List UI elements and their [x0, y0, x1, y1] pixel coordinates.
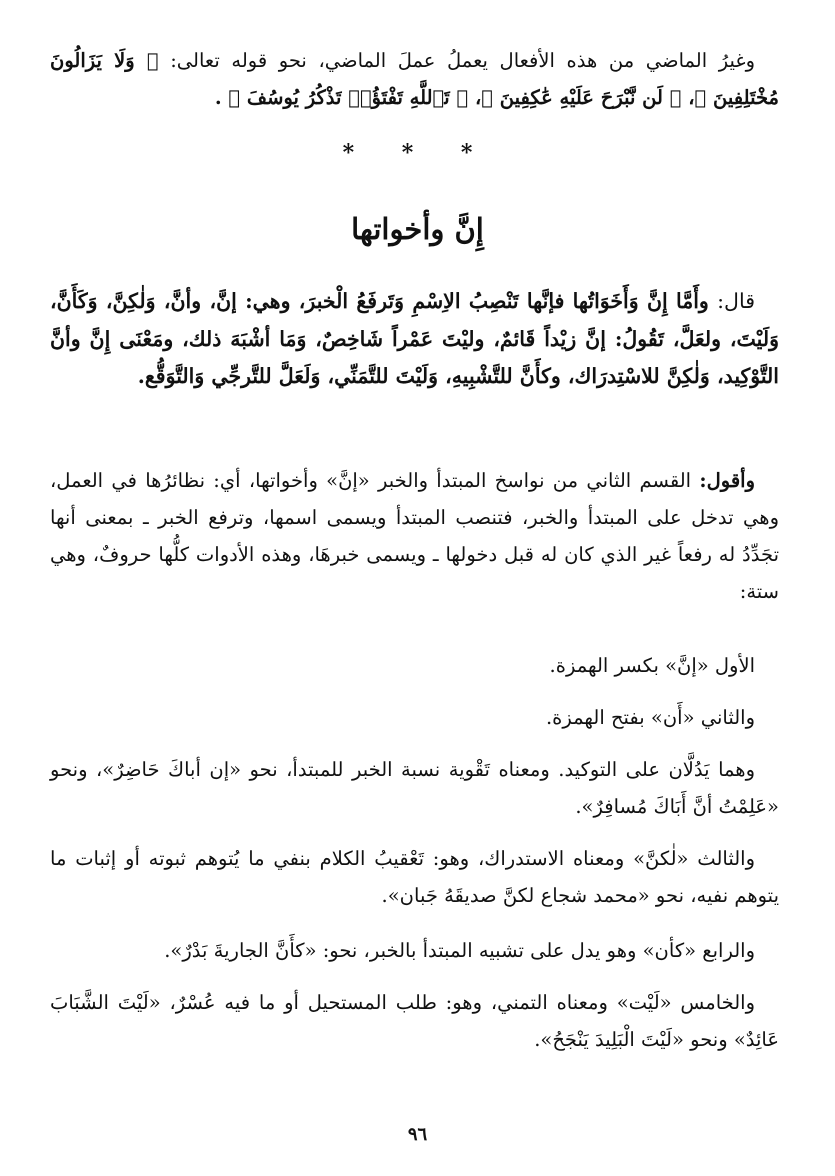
- paragraph-first-letter: الأول «إنَّ» بكسر الهمزة.: [549, 654, 755, 677]
- paragraph-second-letter: والثاني «أَن» بفتح الهمزة.: [545, 706, 755, 729]
- quran-verses: ﴿ وَلَا يَزَالُونَ مُخْتَلِفِينَ ﴾، ﴿ لَن نَّبْرَحَ عَلَيْهِ عَٰكِفِينَ ﴾، ﴿ تَٱللَّهِ تَفْتَؤُا۟ تَذْكُرُ يُوسُفَ ﴾ .: [50, 49, 779, 109]
- matn-lead: قال:: [717, 289, 755, 313]
- matn-paragraph: [50, 283, 779, 396]
- paragraph-lakinna: والثالث «لٰكنَّ» ومعناه الاستدراك، وهو: تَعْقيبُ الكلام بنفي ما يُتوهم ثبوته أو إثبات ما يتوهم نفيه، نحو «محمد شجاع لكنَّ صديقَهُ جَبان».: [50, 847, 779, 907]
- intro-paragraph: [50, 42, 779, 116]
- separator-stars: * * *: [342, 140, 493, 166]
- matn-text: وأَمَّا إِنَّ وَأَخَوَاتُها فإنَّها تَنْصِبُ الاِسْمِ وَتَرفَعُ الْخبرَ، وهي: إنَّ، وأنَّ، وَلٰكِنَّ، وَكَأَنَّ، وَلَيْتَ، ولعَلَّ، تَقُولُ: إنَّ زيْداً قَائمٌ، وليْتَ عَمْراً شَاخِصٌ، وَمَا أشْبَهَ ذلك، ومَعْنَى إِنَّ وأنَّ التَّوْكِيد، وَلٰكِنَّ للاسْتِدرَاك، وكأَنَّ للتَّشْبِيهِ، وَلَيْتَ للتَّمَنِّي، وَلَعَلَّ للتَّرجِّي وَالتَّوَقُّع.: [50, 289, 779, 388]
- section-title: إِنَّ وأخواتها: [351, 212, 484, 246]
- commentary-lead: وأقول:: [699, 469, 755, 492]
- paragraph-kaanna: والرابع «كأن» وهو يدل على تشبيه المبتدأ بالخبر، نحو: «كأَنَّ الجاريةَ بَدْرٌ».: [164, 939, 755, 962]
- paragraph-layta: والخامس «لَيْت» ومعناه التمني، وهو: طلب المستحيل أو ما فيه عُسْرٌ، «لَيْتَ الشَّبَابَ عَائِدٌ» ونحو «لَيْتَ الْبَلِيدَ يَنْجَحُ».: [50, 991, 779, 1051]
- paragraph-tawkid: وهما يَدُلَّان على التوكيد. ومعناه تَقْوية نسبة الخبر للمبتدأ، نحو «إن أباكَ حَاضِرٌ»، ونحو «عَلِمْتُ أنَّ أَبَاكَ مُسافِرٌ».: [50, 758, 779, 818]
- commentary-text: القسم الثاني من نواسخ المبتدأ والخبر «إنَّ» وأخواتها، أي: نظائرُها في العمل، وهي تدخل على المبتدأ والخبر، فتنصب المبتدأ ويسمى اسمها، وترفع الخبر ـ بمعنى أنها تجَدِّدُ له رفعاً غير الذي كان له قبل دخولها ـ ويسمى خبرهَا، وهذه الأدوات كلُّها حروفٌ، وهي ستة:: [50, 469, 779, 603]
- intro-text: وغيرُ الماضي من هذه الأفعال يعملُ عملَ الماضي، نحو قوله تعالى:: [170, 49, 756, 72]
- page-number: ٩٦: [407, 1124, 428, 1145]
- commentary-paragraph-1: [50, 462, 779, 610]
